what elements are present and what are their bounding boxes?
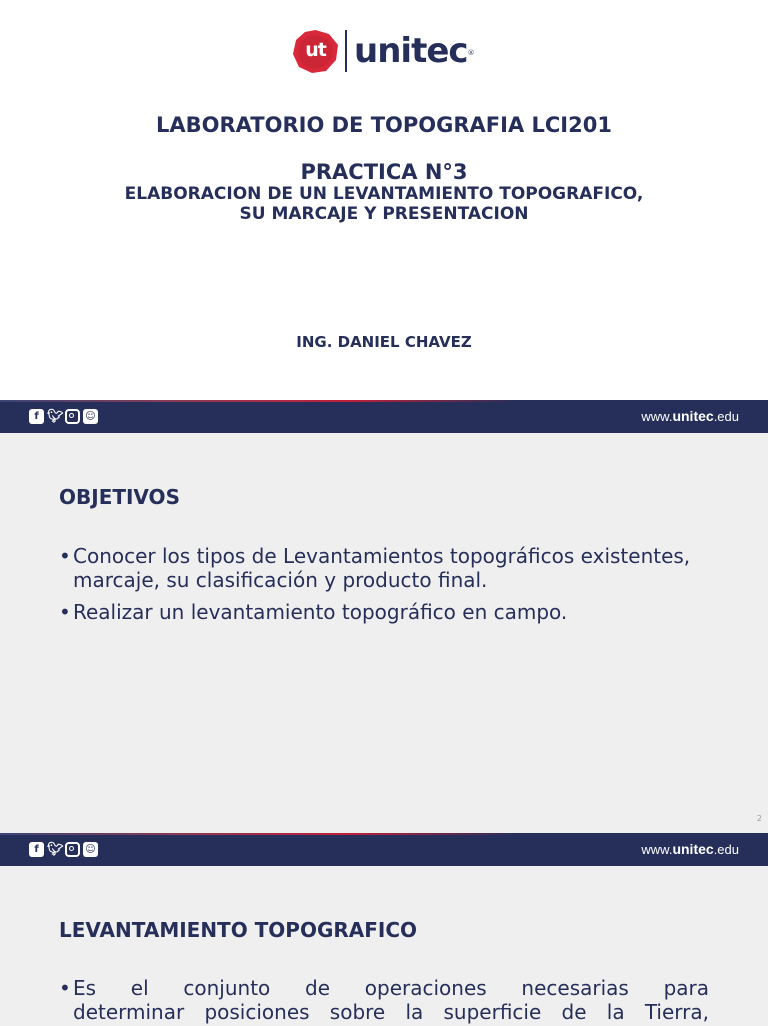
- practice-number: PRACTICA N°3: [300, 160, 468, 184]
- practice-subtitle: [0, 184, 768, 224]
- badge-text: ut: [305, 39, 326, 61]
- definition-line-1: • Es el conjunto de operaciones necesarias para: [73, 976, 709, 1000]
- definition-list: [59, 976, 709, 1026]
- snapchat-icon[interactable]: ☺︎: [83, 409, 98, 424]
- definition-line-2: determinar posiciones sobre la superficie de la Tierra,: [73, 1000, 709, 1024]
- instagram-icon[interactable]: [65, 409, 80, 424]
- course-title: LABORATORIO DE TOPOGRAFIA LCI201: [156, 113, 612, 137]
- url-suffix: .edu: [713, 842, 739, 857]
- social-links: [29, 842, 98, 857]
- objectives-slide: [0, 433, 768, 833]
- registered-mark: ®: [467, 49, 475, 57]
- subtitle-line-2: SU MARCAJE Y PRESENTACION: [239, 204, 529, 224]
- list-item: [59, 976, 709, 1024]
- author-name: ING. DANIEL CHAVEZ: [296, 333, 472, 351]
- brand-name: unitec: [354, 31, 468, 71]
- url-prefix: www.: [641, 842, 673, 857]
- survey-definition-slide: [0, 866, 768, 1026]
- footer-bar: [0, 400, 768, 433]
- url-brand: unitec: [672, 408, 714, 424]
- title-slide: [0, 0, 768, 400]
- subtitle-line-1: ELABORACION DE UN LEVANTAMIENTO TOPOGRAFICO,: [124, 184, 644, 204]
- url-brand: unitec: [672, 841, 714, 857]
- footer-bar: [0, 833, 768, 866]
- snapchat-icon[interactable]: ☺︎: [83, 842, 98, 857]
- website-url[interactable]: [641, 841, 739, 857]
- objectives-list: [59, 544, 709, 632]
- list-item: • Conocer los tipos de Levantamientos topográficos existentes, marcaje, su clasificación y producto final.: [59, 544, 709, 592]
- objectives-heading: OBJETIVOS: [59, 485, 180, 509]
- website-url[interactable]: [641, 408, 739, 424]
- accent-line: [0, 400, 520, 402]
- twitter-icon[interactable]: 🐦︎: [47, 842, 64, 857]
- logo-divider: [345, 30, 347, 72]
- facebook-icon[interactable]: f: [29, 842, 44, 857]
- unitec-logo: [292, 28, 475, 74]
- facebook-icon[interactable]: f: [29, 409, 44, 424]
- twitter-icon[interactable]: 🐦︎: [47, 409, 64, 424]
- url-suffix: .edu: [713, 409, 739, 424]
- page-number: 2: [756, 814, 762, 823]
- instagram-icon[interactable]: [65, 842, 80, 857]
- accent-line: [0, 833, 520, 835]
- url-prefix: www.: [641, 409, 673, 424]
- survey-heading: LEVANTAMIENTO TOPOGRAFICO: [59, 918, 418, 942]
- social-links: [29, 409, 98, 424]
- list-item: • Realizar un levantamiento topográfico en campo.: [59, 600, 709, 624]
